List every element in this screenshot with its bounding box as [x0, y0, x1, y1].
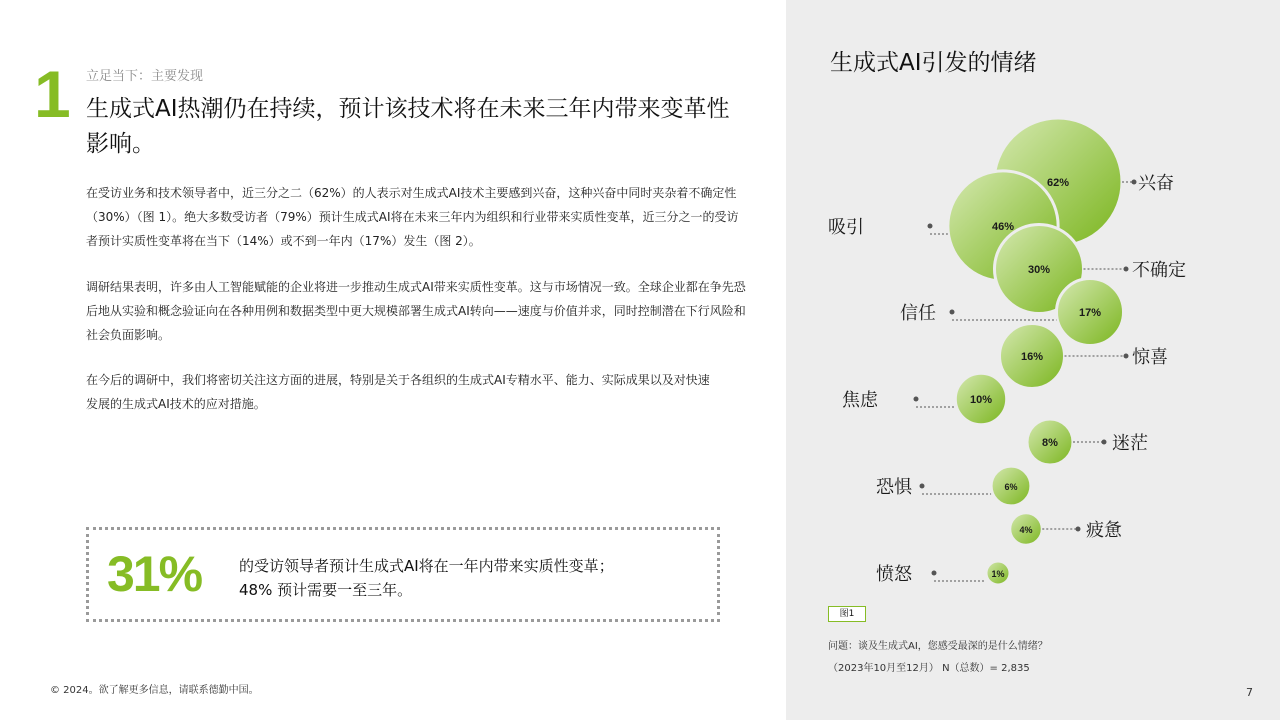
bubble-value-label: 10%: [969, 394, 993, 406]
callout-line-1: 的受访领导者预计生成式AI将在一年内带来实质性变革；: [239, 557, 614, 575]
chart-title: 生成式AI引发的情绪: [830, 50, 1037, 76]
bubble-category-label: 疲惫: [1086, 520, 1122, 541]
paragraph-1: 在受访业务和技术领导者中，近三分之二（62%）的人表示对生成式AI技术主要感到兴奋，这种兴奋中同时夹杂着不确定性（30%）（图 1）。绝大多数受访者（79%）预计生成式AI将在未来三年内为组织和行业带来实质性变革，近三分之一的受访者预计实质性变革将在当下（14%）或不到一年内（17%）发生（图 2）。: [86, 186, 739, 248]
bubble-leader-dot: [928, 224, 933, 229]
bubble-value-label: 4%: [1019, 525, 1033, 535]
bubble-value-label: 6%: [1004, 482, 1018, 492]
bubble-category-label: 焦虑: [842, 390, 878, 411]
section-number: 1: [34, 57, 71, 131]
callout-line-2: 48% 预计需要一至三年。: [239, 581, 413, 599]
key-stat-callout: [86, 527, 720, 622]
callout-stat: 31%: [107, 546, 202, 602]
bubble-value-label: 16%: [1020, 351, 1044, 363]
figure-label: 图1: [828, 606, 866, 622]
bubble-category-label: 恐惧: [876, 477, 912, 498]
callout-text: [239, 554, 614, 602]
bubble-leader-dot: [1132, 180, 1137, 185]
bubble-value-label: 8%: [1042, 437, 1058, 449]
bubble-leader-dot: [920, 484, 925, 489]
bubble-category-label: 兴奋: [1138, 173, 1174, 194]
bubble-value-label: 17%: [1078, 307, 1102, 319]
bubble-category-label: 迷茫: [1112, 433, 1148, 454]
footer-copyright: © 2024。欲了解更多信息，请联系德勤中国。: [50, 685, 259, 696]
bubble-value-label: 30%: [1027, 264, 1051, 276]
bubble-category-label: 吸引: [828, 217, 864, 238]
bubble-6: [842, 373, 1007, 424]
chart-panel: [786, 0, 1280, 720]
bubble-9: [1010, 513, 1122, 546]
bubble-8: [876, 466, 1031, 506]
survey-sample: （2023年10月至12月） N（总数）= 2,835: [828, 663, 1030, 674]
paragraph-3: 在今后的调研中，我们将密切关注这方面的进展，特别是关于各组织的生成式AI专精水平、能力、实际成果以及对快速发展的生成式AI技术的应对措施。: [86, 373, 710, 411]
bubble-leader-dot: [950, 310, 955, 315]
bubble-value-label: 62%: [1046, 177, 1070, 189]
bubble-10: [876, 561, 1010, 585]
bubble-leader-dot: [1124, 354, 1129, 359]
bubble-leader-dot: [1076, 527, 1081, 532]
bubble-7: [1027, 419, 1148, 465]
page-number: 7: [1246, 686, 1253, 699]
survey-question: 问题：谈及生成式AI，您感受最深的是什么情绪？: [828, 641, 1048, 652]
bubble-leader-dot: [1124, 267, 1129, 272]
bubble-category-label: 愤怒: [876, 564, 912, 585]
bubble-value-label: 46%: [991, 221, 1015, 233]
section-eyebrow: 立足当下：主要发现: [86, 69, 204, 84]
bubble-category-label: 信任: [900, 303, 936, 324]
bubble-leader-dot: [1102, 440, 1107, 445]
bubble-leader-dot: [932, 571, 937, 576]
bubble-leader-dot: [914, 397, 919, 402]
page-headline: 生成式AI热潮仍在持续，预计该技术将在未来三年内带来变革性影响。: [86, 96, 730, 157]
bubble-category-label: 惊喜: [1132, 347, 1168, 368]
paragraph-2: 调研结果表明，许多由人工智能赋能的企业将进一步推动生成式AI带来实质性变革。这与市场情况一致。全球企业都在争先恐后地从实验和概念验证向在各种用例和数据类型中更大规模部署生成式AI转向——速度与价值并求，同时控制潜在下行风险和社会负面影响。: [86, 280, 746, 342]
bubble-category-label: 不确定: [1132, 260, 1186, 281]
bubble-value-label: 1%: [991, 569, 1005, 579]
